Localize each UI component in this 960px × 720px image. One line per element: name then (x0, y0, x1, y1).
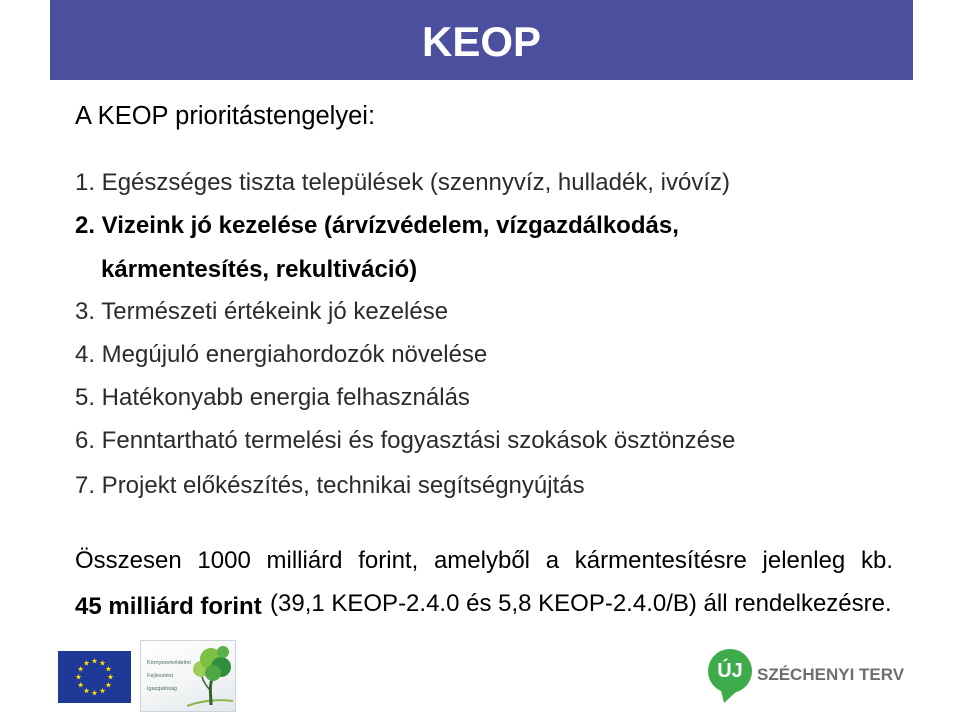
szechenyi-terv-logo (706, 646, 916, 706)
priority-item-2-line-2: kármentesítés, rekultiváció) (101, 256, 418, 283)
szechenyi-wordmark: SZÉCHENYI TERV (757, 665, 905, 684)
tree-canopy (205, 665, 221, 681)
kvfi-logo (140, 640, 236, 712)
priority-item-5: 5. Hatékonyabb energia felhasználás (75, 384, 470, 411)
tree-icon (187, 643, 233, 709)
funding-amount: 45 milliárd forint (75, 593, 262, 620)
header-bar (50, 0, 913, 80)
priority-item-1: 1. Egészséges tiszta települések (szennyvíz, hulladék, ivóvíz) (75, 169, 730, 196)
szechenyi-badge-text: ÚJ (717, 660, 743, 682)
priority-item-4: 4. Megújuló energiahordozók növelése (75, 341, 488, 368)
tree-trunk (210, 679, 212, 705)
funding-detail: (39,1 KEOP-2.4.0 és 5,8 KEOP-2.4.0/B) áll rendelkezésre. (270, 590, 892, 617)
priority-item-3: 3. Természeti értékeink jó kezelése (75, 298, 449, 325)
kvfi-logo-text-line-1: Környezetvédelmi (147, 660, 191, 666)
kvfi-logo-text-line-2: Fejlesztési (147, 673, 173, 679)
tree-canopy (217, 646, 229, 658)
funding-total-text: Összesen 1000 milliárd forint, amelyből a kármentesítésre jelenleg kb. (75, 547, 893, 574)
priority-item-7: 7. Projekt előkészítés, technikai segítségnyújtás (75, 472, 585, 499)
eu-flag-logo (58, 651, 131, 703)
kvfi-logo-text-line-3: Igazgatóság (147, 686, 177, 692)
slide-title: KEOP (421, 18, 542, 65)
priority-item-6: 6. Fenntartható termelési és fogyasztási szokások ösztönzése (75, 427, 736, 454)
priorities-heading: A KEOP prioritástengelyei: (75, 102, 376, 130)
priority-item-2-line-1: 2. Vizeink jó kezelése (árvízvédelem, vízgazdálkodás, (75, 212, 679, 239)
